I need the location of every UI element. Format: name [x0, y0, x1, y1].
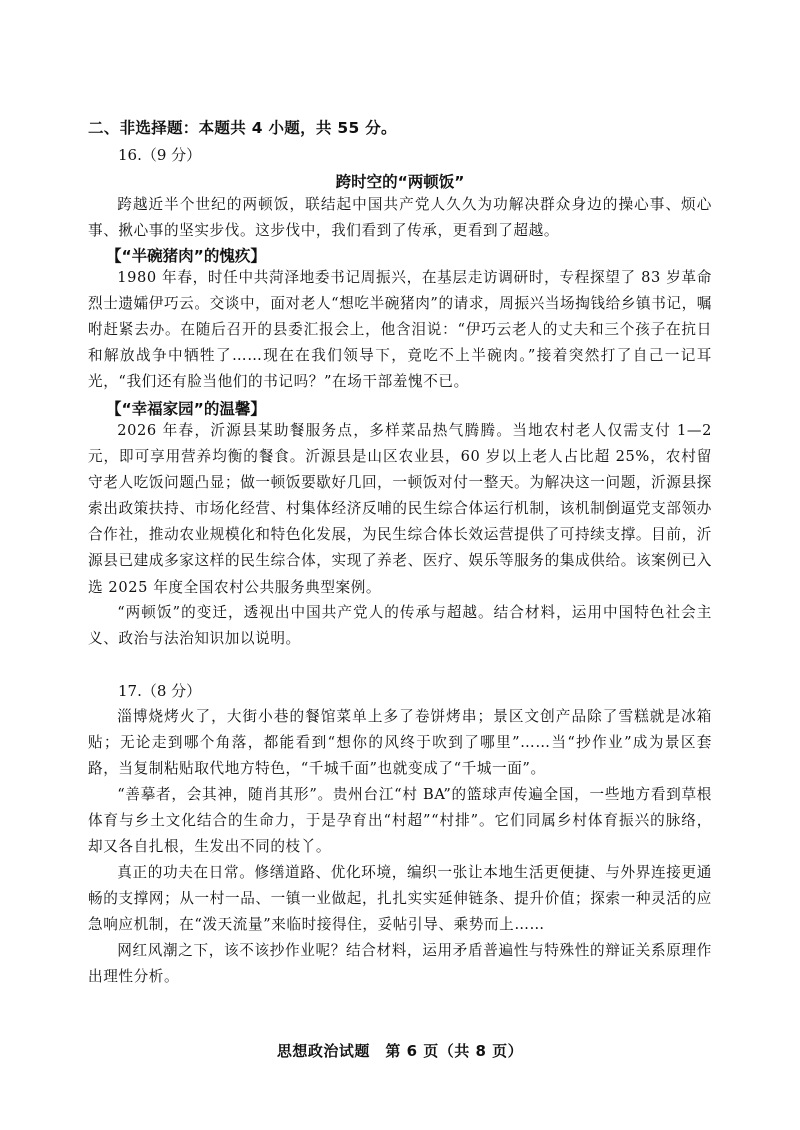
question-16-heading-2: 【“幸福家园”的温馨】 [106, 400, 266, 418]
question-16-para-1: 1980 年春，时任中共菏泽地委书记周振兴，在基层走访调研时，专程探望了 83 岁革命烈士遗孀伊巧云。交谈中，面对老人“想吃半碗猪肉”的请求，周振兴当场掏钱给乡镇书记，嘱咐赶紧去办。在随后召开的县委汇报会上，他含泪说：“伊巧云老人的丈夫和三个孩子在抗日和解放战争中牺牲了……现在在我们领导下，竟吃不上半碗肉。”接着突然打了自己一记耳光，“我们还有脸当他们的书记吗？”在场干部羞愧不已。 [88, 269, 712, 391]
question-16-title: 跨时空的“两顿饭” [335, 173, 465, 191]
question-17-para-2: “善摹者，会其神，随肖其形”。贵州台江“村 BA”的篮球声传遍全国，一些地方看到草根体育与乡土文化结合的生命力，于是孕育出“村超”“村排”。它们同属乡村体育振兴的脉络，却又各自扎根，生发出不同的枝丫。 [88, 786, 712, 856]
question-16-prompt: “两顿饭”的变迁，透视出中国共产党人的传承与超越。结合材料，运用中国特色社会主义、政治与法治知识加以说明。 [88, 604, 712, 648]
question-17-para-1: 淄博烧烤火了，大街小巷的餐馆菜单上多了卷饼烤串；景区文创产品除了雪糕就是冰箱贴；无论走到哪个角落，都能看到“想你的风终于吹到了哪里”……当“抄作业”成为景区套路，当复制粘贴取代地方特色，“千城千面”也就变成了“千城一面”。 [88, 708, 712, 778]
question-17-number: 17.（8 分） [118, 682, 202, 700]
question-17-para-3: 真正的功夫在日常。修缮道路、优化环境，编织一张让本地生活更便捷、与外界连接更通畅的支撑网；从一村一品、一镇一业做起，扎扎实实延伸链条、提升价值；探索一种灵活的应急响应机制，在“泼天流量”来临时接得住，妥帖引导、乘势而上…… [88, 864, 712, 934]
question-16-number: 16.（9 分） [118, 146, 202, 164]
question-17-prompt: 网红风潮之下，该不该抄作业呢？结合材料，运用矛盾普遍性与特殊性的辩证关系原理作出理性分析。 [88, 942, 712, 986]
section-heading: 二、非选择题：本题共 4 小题，共 55 分。 [88, 119, 397, 137]
question-16-para-2: 2026 年春，沂源县某助餐服务点，多样菜品热气腾腾。当地农村老人仅需支付 1—2 元，即可享用营养均衡的餐食。沂源县是山区农业县，60 岁以上老人占比超 25%，农村留守老人吃饭问题凸显；做一顿饭要歇好几回，一顿饭对付一整天。为解决这一问题，沂源县探索出政策扶持、市场化经营、村集体经济反哺的民生综合体运行机制，该机制倒逼党支部领办合作社，推动农业规模化和特色化发展，为民生综合体长效运营提供了可持续支撑。目前，沂源县已建成多家这样的民生综合体，实现了养老、医疗、娱乐等服务的集成供给。该案例已入选 2025 年度全国农村公共服务典型案例。 [88, 422, 712, 596]
question-16-heading-1: 【“半碗猪肉”的愧疚】 [106, 247, 266, 265]
page-footer: 思想政治试题 第 6 页（共 8 页） [276, 1042, 524, 1060]
question-16-intro: 跨越近半个世纪的两顿饭，联结起中国共产党人久久为功解决群众身边的操心事、烦心事、揪心事的坚实步伐。这步伐中，我们看到了传承，更看到了超越。 [88, 196, 712, 240]
